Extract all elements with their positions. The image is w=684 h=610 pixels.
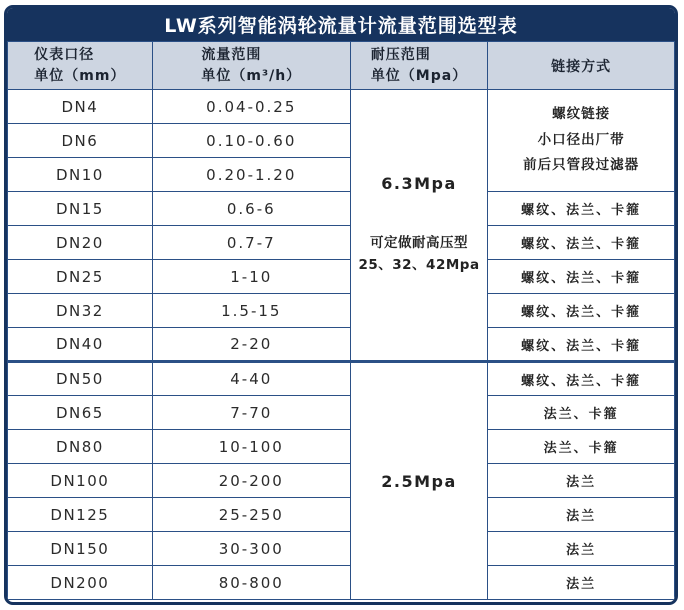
header-row (8, 42, 675, 90)
flow-cell: 10-100 (152, 430, 350, 464)
flow-cell: 1-10 (152, 260, 350, 294)
flow-cell: 0.6-6 (152, 192, 350, 226)
table-title-text: LW系列智能涡轮流量计流量范围选型表 (164, 15, 518, 37)
flow-cell: 1.5-15 (152, 294, 350, 328)
diameter-cell: DN25 (8, 260, 153, 294)
diameter-cell: DN125 (8, 498, 153, 532)
pressure-cell-high (350, 90, 487, 362)
diameter-cell: DN20 (8, 226, 153, 260)
connection-cell: 法兰 (488, 464, 675, 498)
table-row (8, 532, 675, 566)
diameter-cell: DN10 (8, 158, 153, 192)
table-row (8, 328, 675, 362)
diameter-cell: DN4 (8, 90, 153, 124)
connection-cell: 法兰、卡箍 (488, 396, 675, 430)
connection-merged-line3: 前后只管段过滤器 (523, 157, 640, 174)
diameter-cell: DN32 (8, 294, 153, 328)
connection-cell-merged-small-bore (488, 90, 675, 192)
connection-merged-line1: 螺纹链接 (552, 106, 611, 123)
selection-table-card (4, 5, 678, 605)
header-flow-range (152, 42, 350, 90)
table-row (8, 90, 675, 124)
table-row (8, 362, 675, 396)
flow-cell: 80-800 (152, 566, 350, 600)
header-pressure-line1: 耐压范围 (370, 47, 431, 64)
connection-merged-line2: 小口径出厂带 (537, 131, 625, 148)
pressure-cell-low (350, 362, 487, 600)
pressure-low-value: 2.5Mpa (381, 471, 457, 491)
flow-range-table (7, 41, 675, 600)
flow-cell: 30-300 (152, 532, 350, 566)
connection-cell: 螺纹、法兰、卡箍 (488, 362, 675, 396)
flow-cell: 0.10-0.60 (152, 124, 350, 158)
flow-cell: 4-40 (152, 362, 350, 396)
diameter-cell: DN6 (8, 124, 153, 158)
flow-cell: 7-70 (152, 396, 350, 430)
diameter-cell: DN15 (8, 192, 153, 226)
connection-cell: 螺纹、法兰、卡箍 (488, 260, 675, 294)
table-row (8, 464, 675, 498)
pressure-high-value: 6.3Mpa (381, 173, 457, 193)
connection-cell: 螺纹、法兰、卡箍 (488, 294, 675, 328)
table-row (8, 396, 675, 430)
header-pressure-line2: 单位（Mpa） (370, 67, 468, 84)
pressure-high-note-line2: 25、32、42Mpa (358, 256, 480, 273)
pressure-high-note (358, 233, 479, 276)
flow-cell: 0.20-1.20 (152, 158, 350, 192)
table-row (8, 498, 675, 532)
table-row (8, 226, 675, 260)
diameter-cell: DN200 (8, 566, 153, 600)
connection-cell: 法兰、卡箍 (488, 430, 675, 464)
connection-cell: 螺纹、法兰、卡箍 (488, 328, 675, 362)
table-row (8, 566, 675, 600)
connection-cell: 法兰 (488, 532, 675, 566)
flow-cell: 20-200 (152, 464, 350, 498)
connection-cell: 法兰 (488, 498, 675, 532)
table-row (8, 192, 675, 226)
header-flow-line1: 流量范围 (201, 47, 262, 64)
diameter-cell: DN50 (8, 362, 153, 396)
diameter-cell: DN80 (8, 430, 153, 464)
header-flow-line2: 单位（m³/h） (201, 67, 302, 84)
header-pressure-range (350, 42, 487, 90)
table-row (8, 430, 675, 464)
flow-cell: 0.04-0.25 (152, 90, 350, 124)
flow-cell: 2-20 (152, 328, 350, 362)
connection-cell: 螺纹、法兰、卡箍 (488, 226, 675, 260)
flow-cell: 25-250 (152, 498, 350, 532)
flow-cell: 0.7-7 (152, 226, 350, 260)
diameter-cell: DN100 (8, 464, 153, 498)
connection-cell: 螺纹、法兰、卡箍 (488, 192, 675, 226)
table-title (7, 8, 675, 41)
header-connection (488, 42, 675, 90)
pressure-high-note-line1: 可定做耐高压型 (370, 234, 469, 251)
diameter-cell: DN40 (8, 328, 153, 362)
header-diameter-line1: 仪表口径 (34, 47, 95, 64)
header-diameter (8, 42, 153, 90)
header-diameter-line2: 单位（mm） (34, 67, 126, 84)
table-row (8, 260, 675, 294)
diameter-cell: DN150 (8, 532, 153, 566)
diameter-cell: DN65 (8, 396, 153, 430)
connection-cell: 法兰 (488, 566, 675, 600)
header-connection-text: 链接方式 (551, 58, 612, 75)
table-row (8, 294, 675, 328)
